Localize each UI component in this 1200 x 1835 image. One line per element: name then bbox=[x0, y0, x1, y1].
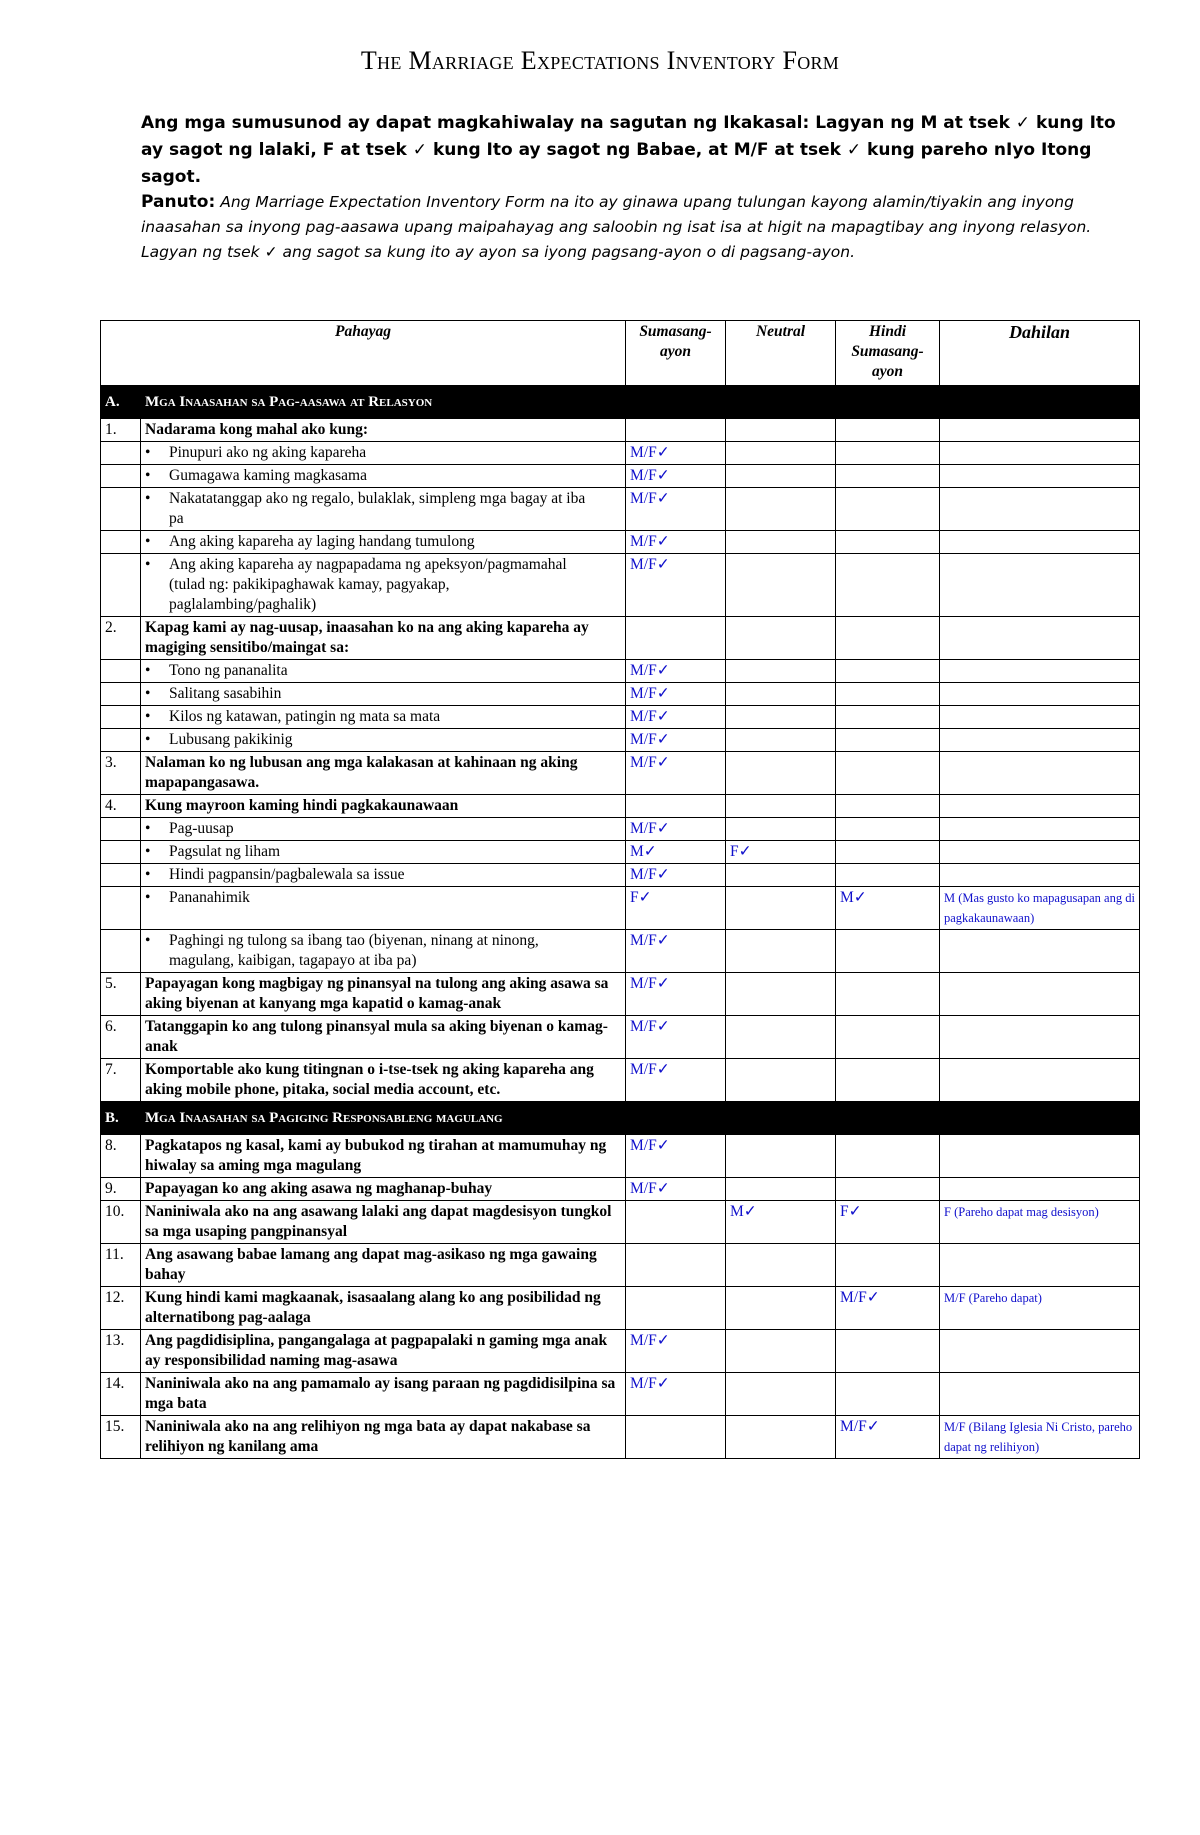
header-neutral: Neutral bbox=[726, 321, 836, 386]
header-statement: Pahayag bbox=[101, 321, 626, 386]
table-row bbox=[101, 1059, 1140, 1102]
table-row bbox=[101, 887, 1140, 930]
reason-cell[interactable] bbox=[940, 1135, 1140, 1178]
neutral-cell[interactable] bbox=[726, 683, 836, 706]
table-header-row bbox=[101, 321, 1140, 386]
panuto-paragraph bbox=[141, 190, 1141, 265]
intro-instructions: Ang mga sumusunod ay dapat magkahiwalay na sagutan ng Ikakasal: Lagyan ng M at tsek ✓ kung Ito ay sagot ng lalaki, F at tsek ✓ kung Ito ay sagot ng Babae, at M/F at tsek ✓ kung pareho nIyo Itong sagot. bbox=[141, 113, 1116, 187]
neutral-cell[interactable] bbox=[726, 864, 836, 887]
neutral-cell[interactable] bbox=[726, 729, 836, 752]
neutral-cell[interactable] bbox=[726, 1244, 836, 1287]
reason-cell[interactable]: M (Mas gusto ko mapagusapan ang di pagkakaunawaan) bbox=[940, 887, 1140, 930]
reason-cell[interactable]: M/F (Pareho dapat) bbox=[940, 1287, 1140, 1330]
agree-cell[interactable]: M/F✓ bbox=[626, 973, 726, 1016]
bullet-icon: • bbox=[145, 444, 151, 461]
row-number: 3. bbox=[101, 752, 141, 795]
neutral-cell[interactable] bbox=[726, 1178, 836, 1201]
panuto-text: Ang Marriage Expectation Inventory Form na ito ay ginawa upang tulungan kayong alamin/tiyakin ang inyong inaasahan sa inyong pag-aasawa upang maipahayag ang saloobin ng isat isa at higit na mapagtibay ang inyong relasyon. Lagyan ng tsek ✓ ang sagot sa kung ito ay ayon sa iyong pagsang-ayon o di pagsang-ayon. bbox=[141, 193, 1092, 261]
agree-cell[interactable]: F✓ bbox=[626, 887, 726, 930]
row-number bbox=[101, 531, 141, 554]
table-row bbox=[101, 1016, 1140, 1059]
agree-cell[interactable]: M/F✓ bbox=[626, 465, 726, 488]
neutral-cell[interactable] bbox=[726, 465, 836, 488]
reason-cell[interactable] bbox=[940, 554, 1140, 617]
bullet-icon: • bbox=[145, 490, 151, 507]
neutral-cell[interactable] bbox=[726, 1059, 836, 1102]
reason-cell[interactable] bbox=[940, 1244, 1140, 1287]
disagree-cell[interactable] bbox=[836, 1135, 940, 1178]
statement-text: Kapag kami ay nag-uusap, inaasahan ko na ang aking kapareha ay magiging sensitibo/maingat sa: bbox=[141, 617, 626, 660]
agree-cell[interactable]: M/F✓ bbox=[626, 864, 726, 887]
bullet-statement bbox=[141, 729, 626, 752]
bullet-icon: • bbox=[145, 556, 151, 573]
disagree-cell[interactable] bbox=[836, 442, 940, 465]
row-number bbox=[101, 465, 141, 488]
agree-cell[interactable]: M/F✓ bbox=[626, 1373, 726, 1416]
row-number bbox=[101, 660, 141, 683]
neutral-cell[interactable] bbox=[726, 531, 836, 554]
disagree-cell[interactable] bbox=[836, 1244, 940, 1287]
statement-text: Ang aking kapareha ay nagpapadama ng apeksyon/pagmamahal (tulad ng: pakikipaghawak kamay, pagyakap, paglalambing/paghalik) bbox=[169, 556, 567, 613]
agree-cell[interactable] bbox=[626, 1201, 726, 1244]
neutral-cell[interactable] bbox=[726, 795, 836, 818]
agree-cell[interactable]: M/F✓ bbox=[626, 930, 726, 973]
bullet-icon: • bbox=[145, 843, 151, 860]
bullet-icon: • bbox=[145, 685, 151, 702]
statement-text: Pag-uusap bbox=[169, 820, 234, 837]
table-row bbox=[101, 973, 1140, 1016]
table-row bbox=[101, 1178, 1140, 1201]
neutral-cell[interactable] bbox=[726, 442, 836, 465]
bullet-icon: • bbox=[145, 932, 151, 949]
reason-cell[interactable] bbox=[940, 973, 1140, 1016]
disagree-cell[interactable] bbox=[836, 864, 940, 887]
statement-text: Tatanggapin ko ang tulong pinansyal mula sa aking biyenan o kamag-anak bbox=[141, 1016, 626, 1059]
disagree-cell[interactable] bbox=[836, 841, 940, 864]
bullet-statement bbox=[141, 442, 626, 465]
statement-text: Naniniwala ako na ang pamamalo ay isang paraan ng pagdidisilpina sa mga bata bbox=[141, 1373, 626, 1416]
neutral-cell[interactable] bbox=[726, 818, 836, 841]
table-row bbox=[101, 729, 1140, 752]
statement-text: Pagsulat ng liham bbox=[169, 843, 281, 860]
bullet-statement bbox=[141, 818, 626, 841]
neutral-cell[interactable] bbox=[726, 1330, 836, 1373]
header-agree: Sumasang-ayon bbox=[626, 321, 726, 386]
statement-text: Gumagawa kaming magkasama bbox=[169, 467, 367, 484]
statement-text: Nalaman ko ng lubusan ang mga kalakasan at kahinaan ng aking mapapangasawa. bbox=[141, 752, 626, 795]
agree-cell[interactable]: M/F✓ bbox=[626, 488, 726, 531]
statement-text: Kung mayroon kaming hindi pagkakaunawaan bbox=[141, 795, 626, 818]
row-number: 7. bbox=[101, 1059, 141, 1102]
table-row bbox=[101, 841, 1140, 864]
row-number: 13. bbox=[101, 1330, 141, 1373]
agree-cell[interactable]: M✓ bbox=[626, 841, 726, 864]
row-number: 10. bbox=[101, 1201, 141, 1244]
table-row bbox=[101, 1201, 1140, 1244]
table-row bbox=[101, 660, 1140, 683]
neutral-cell[interactable] bbox=[726, 1373, 836, 1416]
disagree-cell[interactable] bbox=[836, 617, 940, 660]
statement-text: Lubusang pakikinig bbox=[169, 731, 293, 748]
reason-cell[interactable] bbox=[940, 660, 1140, 683]
row-number bbox=[101, 729, 141, 752]
agree-cell[interactable]: M/F✓ bbox=[626, 442, 726, 465]
statement-text: Tono ng pananalita bbox=[169, 662, 288, 679]
section-b-title: Mga Inaasahan sa Pagiging Responsableng magulang bbox=[141, 1102, 1140, 1135]
agree-cell[interactable]: M/F✓ bbox=[626, 1135, 726, 1178]
panuto-label: Panuto: bbox=[141, 192, 216, 212]
row-number bbox=[101, 442, 141, 465]
statement-text: Paghingi ng tulong sa ibang tao (biyenan, ninang at ninong, magulang, kaibigan, tagapayo at iba pa) bbox=[169, 932, 539, 969]
disagree-cell[interactable] bbox=[836, 1330, 940, 1373]
disagree-cell[interactable] bbox=[836, 660, 940, 683]
table-row bbox=[101, 531, 1140, 554]
reason-cell[interactable]: M/F (Bilang Iglesia Ni Cristo, pareho dapat ng relihiyon) bbox=[940, 1416, 1140, 1459]
neutral-cell[interactable] bbox=[726, 930, 836, 973]
statement-text: Nakatatanggap ako ng regalo, bulaklak, simpleng mga bagay at iba pa bbox=[169, 490, 586, 527]
agree-cell[interactable]: M/F✓ bbox=[626, 531, 726, 554]
table-row bbox=[101, 465, 1140, 488]
agree-cell[interactable]: M/F✓ bbox=[626, 1059, 726, 1102]
table-row bbox=[101, 818, 1140, 841]
table-row bbox=[101, 930, 1140, 973]
section-a-letter: A. bbox=[101, 386, 141, 419]
section-b-body bbox=[101, 1135, 1140, 1459]
section-b-row bbox=[101, 1102, 1140, 1135]
reason-cell[interactable] bbox=[940, 841, 1140, 864]
disagree-cell[interactable]: M✓ bbox=[836, 887, 940, 930]
row-number: 11. bbox=[101, 1244, 141, 1287]
reason-cell[interactable] bbox=[940, 1016, 1140, 1059]
row-number: 4. bbox=[101, 795, 141, 818]
reason-cell[interactable] bbox=[940, 531, 1140, 554]
header-disagree: Hindi Sumasang-ayon bbox=[836, 321, 940, 386]
bullet-statement bbox=[141, 864, 626, 887]
disagree-cell[interactable]: M/F✓ bbox=[836, 1416, 940, 1459]
statement-text: Ang aking kapareha ay laging handang tumulong bbox=[169, 533, 475, 550]
agree-cell[interactable]: M/F✓ bbox=[626, 729, 726, 752]
table-row bbox=[101, 752, 1140, 795]
neutral-cell[interactable] bbox=[726, 1016, 836, 1059]
bullet-icon: • bbox=[145, 662, 151, 679]
reason-cell[interactable] bbox=[940, 683, 1140, 706]
table-row bbox=[101, 795, 1140, 818]
statement-text: Kung hindi kami magkaanak, isasaalang alang ko ang posibilidad ng alternatibong pag-aalaga bbox=[141, 1287, 626, 1330]
expectations-table bbox=[100, 320, 1140, 1459]
reason-cell[interactable] bbox=[940, 419, 1140, 442]
table-row bbox=[101, 617, 1140, 660]
statement-text: Pinupuri ako ng aking kapareha bbox=[169, 444, 367, 461]
statement-text: Komportable ako kung titingnan o i-tse-tsek ng aking kapareha ang aking mobile phone, pitaka, social media account, etc. bbox=[141, 1059, 626, 1102]
row-number bbox=[101, 818, 141, 841]
neutral-cell[interactable] bbox=[726, 1287, 836, 1330]
neutral-cell[interactable] bbox=[726, 1135, 836, 1178]
bullet-statement bbox=[141, 531, 626, 554]
agree-cell[interactable] bbox=[626, 419, 726, 442]
neutral-cell[interactable] bbox=[726, 488, 836, 531]
reason-cell[interactable] bbox=[940, 864, 1140, 887]
bullet-icon: • bbox=[145, 820, 151, 837]
reason-cell[interactable] bbox=[940, 1059, 1140, 1102]
agree-cell[interactable] bbox=[626, 617, 726, 660]
bullet-statement bbox=[141, 841, 626, 864]
disagree-cell[interactable] bbox=[836, 1059, 940, 1102]
neutral-cell[interactable]: M✓ bbox=[726, 1201, 836, 1244]
neutral-cell[interactable] bbox=[726, 660, 836, 683]
bullet-statement bbox=[141, 706, 626, 729]
row-number bbox=[101, 841, 141, 864]
agree-cell[interactable]: M/F✓ bbox=[626, 660, 726, 683]
table-row bbox=[101, 1373, 1140, 1416]
statement-text: Ang asawang babae lamang ang dapat mag-asikaso ng mga gawaing bahay bbox=[141, 1244, 626, 1287]
disagree-cell[interactable] bbox=[836, 973, 940, 1016]
bullet-icon: • bbox=[145, 866, 151, 883]
agree-cell[interactable]: M/F✓ bbox=[626, 1178, 726, 1201]
statement-text: Pananahimik bbox=[169, 889, 250, 906]
reason-cell[interactable] bbox=[940, 617, 1140, 660]
bullet-statement bbox=[141, 488, 626, 531]
reason-cell[interactable] bbox=[940, 729, 1140, 752]
bullet-icon: • bbox=[145, 889, 151, 906]
row-number bbox=[101, 554, 141, 617]
disagree-cell[interactable] bbox=[836, 706, 940, 729]
neutral-cell[interactable] bbox=[726, 617, 836, 660]
table-row bbox=[101, 1244, 1140, 1287]
agree-cell[interactable]: M/F✓ bbox=[626, 752, 726, 795]
reason-cell[interactable] bbox=[940, 818, 1140, 841]
disagree-cell[interactable] bbox=[836, 795, 940, 818]
row-number bbox=[101, 887, 141, 930]
row-number: 9. bbox=[101, 1178, 141, 1201]
statement-text: Pagkatapos ng kasal, kami ay bubukod ng tirahan at mamumuhay ng hiwalay sa aming mga magulang bbox=[141, 1135, 626, 1178]
neutral-cell[interactable] bbox=[726, 554, 836, 617]
table-row bbox=[101, 706, 1140, 729]
row-number: 12. bbox=[101, 1287, 141, 1330]
reason-cell[interactable] bbox=[940, 930, 1140, 973]
reason-cell[interactable] bbox=[940, 1330, 1140, 1373]
agree-cell[interactable] bbox=[626, 1287, 726, 1330]
reason-cell[interactable] bbox=[940, 795, 1140, 818]
table-row bbox=[101, 683, 1140, 706]
disagree-cell[interactable] bbox=[836, 1016, 940, 1059]
bullet-statement bbox=[141, 930, 626, 973]
section-b-letter: B. bbox=[101, 1102, 141, 1135]
bullet-statement bbox=[141, 465, 626, 488]
row-number: 8. bbox=[101, 1135, 141, 1178]
statement-text: Naniniwala ako na ang relihiyon ng mga bata ay dapat nakabase sa relihiyon ng kanilang ama bbox=[141, 1416, 626, 1459]
reason-cell[interactable] bbox=[940, 1373, 1140, 1416]
statement-text: Hindi pagpansin/pagbalewala sa issue bbox=[169, 866, 405, 883]
table-row bbox=[101, 442, 1140, 465]
row-number bbox=[101, 488, 141, 531]
bullet-icon: • bbox=[145, 731, 151, 748]
bullet-statement bbox=[141, 660, 626, 683]
disagree-cell[interactable] bbox=[836, 419, 940, 442]
row-number bbox=[101, 706, 141, 729]
agree-cell[interactable]: M/F✓ bbox=[626, 706, 726, 729]
neutral-cell[interactable] bbox=[726, 706, 836, 729]
reason-cell[interactable]: F (Pareho dapat mag desisyon) bbox=[940, 1201, 1140, 1244]
reason-cell[interactable] bbox=[940, 1178, 1140, 1201]
reason-cell[interactable] bbox=[940, 706, 1140, 729]
row-number: 15. bbox=[101, 1416, 141, 1459]
disagree-cell[interactable] bbox=[836, 488, 940, 531]
bullet-statement bbox=[141, 554, 626, 617]
table-row bbox=[101, 488, 1140, 531]
statement-text: Papayagan kong magbigay ng pinansyal na tulong ang aking asawa sa aking biyenan at kanyang mga kapatid o kamag-anak bbox=[141, 973, 626, 1016]
table-row bbox=[101, 419, 1140, 442]
section-a-row bbox=[101, 386, 1140, 419]
section-a-body bbox=[101, 419, 1140, 1102]
neutral-cell[interactable]: F✓ bbox=[726, 841, 836, 864]
disagree-cell[interactable]: F✓ bbox=[836, 1201, 940, 1244]
table-row bbox=[101, 864, 1140, 887]
agree-cell[interactable] bbox=[626, 1244, 726, 1287]
row-number: 1. bbox=[101, 419, 141, 442]
row-number: 6. bbox=[101, 1016, 141, 1059]
agree-cell[interactable]: M/F✓ bbox=[626, 1016, 726, 1059]
reason-cell[interactable] bbox=[940, 488, 1140, 531]
statement-text: Nadarama kong mahal ako kung: bbox=[141, 419, 626, 442]
disagree-cell[interactable] bbox=[836, 683, 940, 706]
table-row bbox=[101, 1135, 1140, 1178]
table-row bbox=[101, 1416, 1140, 1459]
statement-text: Kilos ng katawan, patingin ng mata sa mata bbox=[169, 708, 441, 725]
disagree-cell[interactable] bbox=[836, 752, 940, 795]
table-row bbox=[101, 1287, 1140, 1330]
agree-cell[interactable]: M/F✓ bbox=[626, 554, 726, 617]
statement-text: Papayagan ko ang aking asawa ng maghanap-buhay bbox=[141, 1178, 626, 1201]
bullet-statement bbox=[141, 887, 626, 930]
row-number bbox=[101, 930, 141, 973]
neutral-cell[interactable] bbox=[726, 887, 836, 930]
statement-text: Ang pagdidisiplina, pangangalaga at pagpapalaki n gaming mga anak ay responsibilidad naming mag-asawa bbox=[141, 1330, 626, 1373]
row-number bbox=[101, 864, 141, 887]
row-number bbox=[101, 683, 141, 706]
bullet-icon: • bbox=[145, 708, 151, 725]
form-title: The Marriage Expectations Inventory Form bbox=[360, 46, 840, 75]
disagree-cell[interactable] bbox=[836, 1178, 940, 1201]
section-a-title: Mga Inaasahan sa Pag-aasawa at Relasyon bbox=[141, 386, 1140, 419]
statement-text: Naniniwala ako na ang asawang lalaki ang dapat magdesisyon tungkol sa mga usaping pangpinansyal bbox=[141, 1201, 626, 1244]
header-reason: Dahilan bbox=[940, 321, 1140, 386]
reason-cell[interactable] bbox=[940, 465, 1140, 488]
bullet-icon: • bbox=[145, 467, 151, 484]
neutral-cell[interactable] bbox=[726, 419, 836, 442]
disagree-cell[interactable] bbox=[836, 531, 940, 554]
reason-cell[interactable] bbox=[940, 442, 1140, 465]
statement-text: Salitang sasabihin bbox=[169, 685, 282, 702]
table-row bbox=[101, 554, 1140, 617]
agree-cell[interactable]: M/F✓ bbox=[626, 1330, 726, 1373]
bullet-statement bbox=[141, 683, 626, 706]
agree-cell[interactable]: M/F✓ bbox=[626, 818, 726, 841]
row-number: 5. bbox=[101, 973, 141, 1016]
disagree-cell[interactable] bbox=[836, 554, 940, 617]
disagree-cell[interactable] bbox=[836, 729, 940, 752]
bullet-icon: • bbox=[145, 533, 151, 550]
agree-cell[interactable]: M/F✓ bbox=[626, 683, 726, 706]
neutral-cell[interactable] bbox=[726, 973, 836, 1016]
disagree-cell[interactable] bbox=[836, 930, 940, 973]
row-number: 14. bbox=[101, 1373, 141, 1416]
disagree-cell[interactable] bbox=[836, 465, 940, 488]
disagree-cell[interactable] bbox=[836, 1373, 940, 1416]
agree-cell[interactable] bbox=[626, 795, 726, 818]
neutral-cell[interactable] bbox=[726, 752, 836, 795]
agree-cell[interactable] bbox=[626, 1416, 726, 1459]
disagree-cell[interactable] bbox=[836, 818, 940, 841]
table-row bbox=[101, 1330, 1140, 1373]
reason-cell[interactable] bbox=[940, 752, 1140, 795]
disagree-cell[interactable]: M/F✓ bbox=[836, 1287, 940, 1330]
neutral-cell[interactable] bbox=[726, 1416, 836, 1459]
row-number: 2. bbox=[101, 617, 141, 660]
